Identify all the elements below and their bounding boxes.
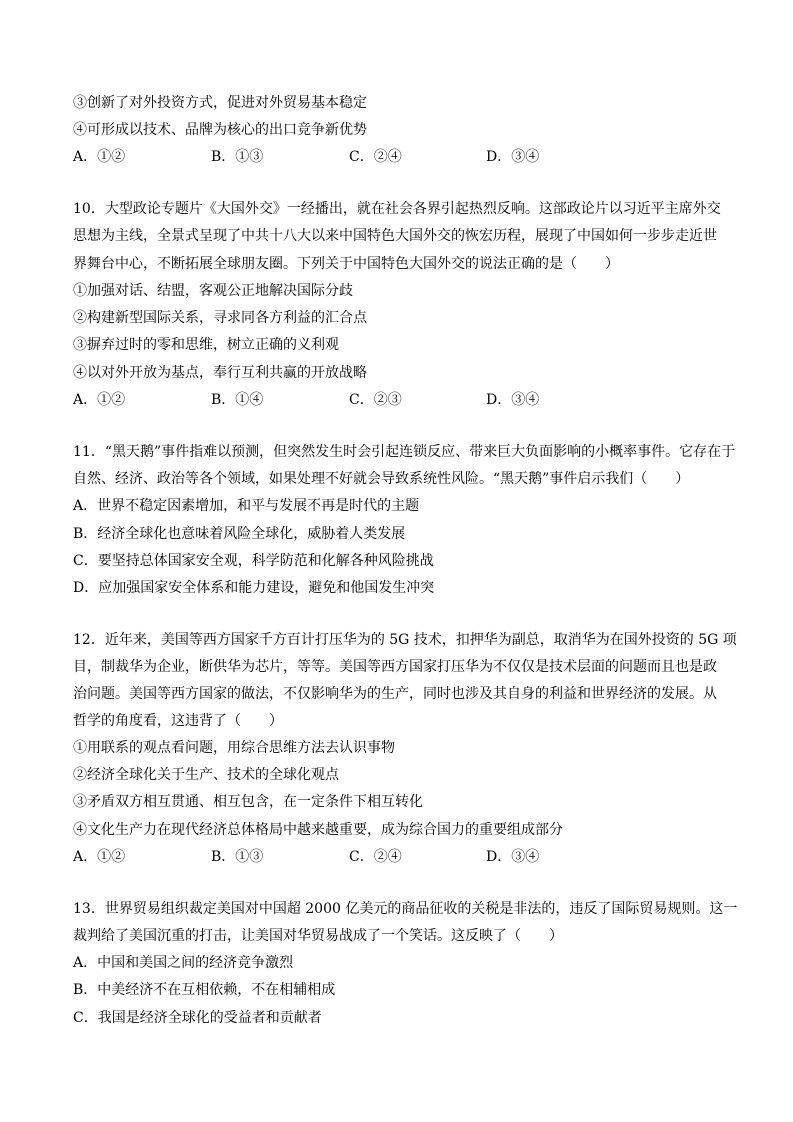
q11-choice-d[interactable]: D．应加强国家安全体系和能力建设，避免和他国发生冲突 xyxy=(73,580,435,596)
q9-option-c[interactable]: C．②④ xyxy=(349,149,402,165)
q10-option-d[interactable]: D．③④ xyxy=(486,392,540,408)
q11-stem-line-1: 11．“黑天鹅”事件指难以预测，但突然发生时会引起连锁反应、带来巨大负面影响的小概率事件。它存在于 xyxy=(73,444,736,460)
q11-choice-b[interactable]: B．经济全球化也意味着风险全球化，威胁着人类发展 xyxy=(73,526,406,542)
q10-statement-2: ②构建新型国际关系，寻求同各方利益的汇合点 xyxy=(73,310,367,326)
q11-choice-a[interactable]: A．世界不稳定因素增加，和平与发展不再是时代的主题 xyxy=(73,498,420,514)
q10-stem-line-2: 思想为主线，全景式呈现了中共十八大以来中国特色大国外交的恢宏历程，展现了中国如何一步步走近世 xyxy=(73,228,717,244)
q10-statement-4: ④以对外开放为基点，奉行互利共赢的开放战略 xyxy=(73,365,367,381)
q11-choice-c[interactable]: C．要坚持总体国家安全观，科学防范和化解各种风险挑战 xyxy=(73,553,434,569)
q12-stem-line-4: 哲学的角度看，这违背了（ ） xyxy=(73,713,283,729)
q12-stem-line-2: 目，制裁华为企业，断供华为芯片，等等。美国等西方国家打压华为不仅仅是技术层面的问题而且也是政 xyxy=(73,659,717,675)
q9-option-d[interactable]: D．③④ xyxy=(486,149,540,165)
q11-stem-line-2: 自然、经济、政治等各个领域，如果处理不好就会导致系统性风险。“黑天鹅”事件启示我们（ ） xyxy=(73,471,690,487)
q9-statement-3: ③创新了对外投资方式，促进对外贸易基本稳定 xyxy=(73,95,367,111)
q12-statement-4: ④文化生产力在现代经济总体格局中越来越重要，成为综合国力的重要组成部分 xyxy=(73,822,563,838)
q13-stem-line-2: 裁判给了美国沉重的打击，让美国对华贸易战成了一个笑话。这反映了（ ） xyxy=(73,928,563,944)
q10-stem-line-1: 10．大型政论专题片《大国外交》一经播出，就在社会各界引起热烈反响。这部政论片以习近平主席外交 xyxy=(73,201,721,217)
q9-option-a[interactable]: A．①② xyxy=(73,149,126,165)
q12-option-a[interactable]: A．①② xyxy=(73,849,126,865)
q10-option-c[interactable]: C．②③ xyxy=(349,392,402,408)
q10-statement-3: ③摒弃过时的零和思维，树立正确的义利观 xyxy=(73,337,339,353)
q13-choice-c[interactable]: C．我国是经济全球化的受益者和贡献者 xyxy=(73,1010,322,1026)
q12-statement-3: ③矛盾双方相互贯通、相互包含，在一定条件下相互转化 xyxy=(73,794,423,810)
q13-stem-line-1: 13．世界贸易组织裁定美国对中国超 2000 亿美元的商品征收的关税是非法的，违反了国际贸易规则。这一 xyxy=(73,901,738,917)
q12-option-c[interactable]: C．②④ xyxy=(349,849,402,865)
q13-choice-a[interactable]: A．中国和美国之间的经济竞争激烈 xyxy=(73,955,294,971)
q10-stem-line-3: 界舞台中心，不断拓展全球朋友圈。下列关于中国特色大国外交的说法正确的是（ ） xyxy=(73,256,619,272)
q10-option-b[interactable]: B．①④ xyxy=(211,392,264,408)
q12-option-b[interactable]: B．①③ xyxy=(211,849,264,865)
q12-stem-line-3: 治问题。美国等西方国家的做法，不仅影响华为的生产，同时也涉及其自身的利益和世界经济的发展。从 xyxy=(73,686,717,702)
q12-stem-line-1: 12．近年来，美国等西方国家千方百计打压华为的 5G 技术，扣押华为副总，取消华为在国外投资的 5G 项 xyxy=(73,632,737,648)
q13-choice-b[interactable]: B．中美经济不在互相依赖，不在相辅相成 xyxy=(73,982,336,998)
q12-option-d[interactable]: D．③④ xyxy=(486,849,540,865)
q12-statement-1: ①用联系的观点看问题，用综合思维方法去认识事物 xyxy=(73,740,395,756)
q10-option-a[interactable]: A．①② xyxy=(73,392,126,408)
q10-statement-1: ①加强对话、结盟，客观公正地解决国际分歧 xyxy=(73,283,353,299)
q9-option-b[interactable]: B．①③ xyxy=(211,149,264,165)
q12-statement-2: ②经济全球化关于生产、技术的全球化观点 xyxy=(73,767,339,783)
q9-statement-4: ④可形成以技术、品牌为核心的出口竞争新优势 xyxy=(73,122,367,138)
